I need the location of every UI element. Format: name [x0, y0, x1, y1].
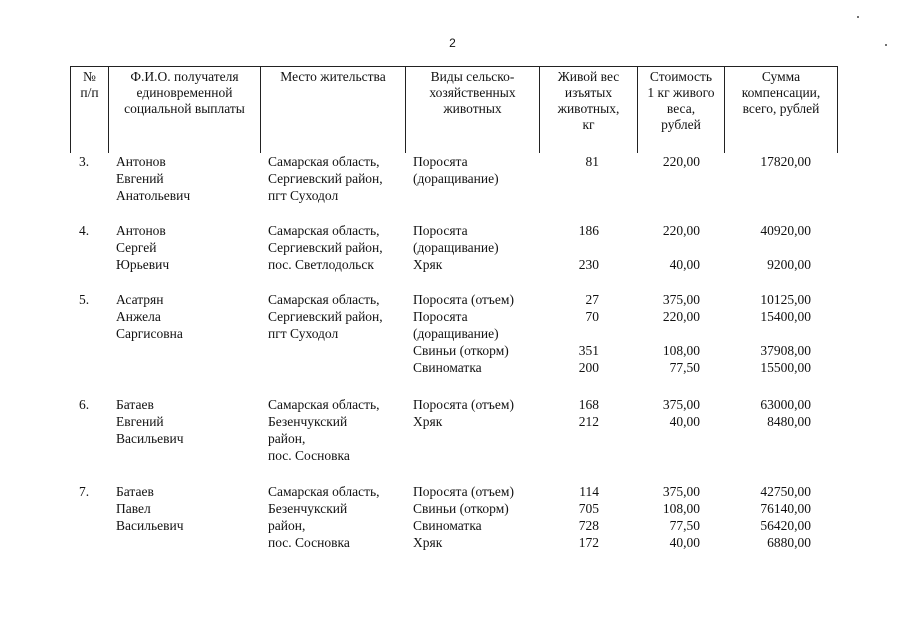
- animal-kind-line: (доращивание): [413, 326, 499, 341]
- residence-line: Самарская область,: [268, 292, 380, 307]
- price-per-kg: 220,00: [662, 223, 700, 238]
- compensation-sum: 37908,00: [760, 343, 811, 358]
- live-weight: 172: [578, 535, 599, 550]
- header-num-label: № п/п: [80, 69, 99, 100]
- compensation-sum: 10125,00: [760, 292, 811, 307]
- compensation-sum: 17820,00: [760, 154, 811, 169]
- price-per-kg: 40,00: [669, 414, 700, 429]
- compensation-sum: 76140,00: [760, 501, 811, 516]
- header-kind-label: Виды сельско-хозяйственных животных: [429, 69, 516, 116]
- recipient-name-line: Евгений: [116, 414, 164, 429]
- compensation-sum: 42750,00: [760, 484, 811, 499]
- live-weight: 351: [578, 343, 599, 358]
- price-per-kg: 375,00: [662, 484, 700, 499]
- recipient-name-line: Васильевич: [116, 518, 184, 533]
- residence-line: Безенчукский: [268, 501, 348, 516]
- residence-line: Самарская область,: [268, 223, 380, 238]
- residence-line: Самарская область,: [268, 154, 380, 169]
- compensation-sum: 40920,00: [760, 223, 811, 238]
- header-kind: [405, 67, 539, 153]
- residence-line: Сергиевский район,: [268, 309, 383, 324]
- price-per-kg: 375,00: [662, 397, 700, 412]
- price-per-kg: 108,00: [662, 343, 700, 358]
- animal-kind-line: Хряк: [413, 414, 443, 429]
- compensation-sum: 63000,00: [760, 397, 811, 412]
- header-name-label: Ф.И.О. получателя единовременной социальной выплаты: [124, 69, 245, 116]
- header-price-label: Стоимость 1 кг живого веса, рублей: [647, 69, 715, 132]
- price-per-kg: 77,50: [669, 360, 700, 375]
- header-weight: [539, 67, 637, 153]
- live-weight: 27: [585, 292, 599, 307]
- compensation-sum: 15400,00: [760, 309, 811, 324]
- animal-kind-line: Поросята: [413, 154, 468, 169]
- recipient-name-line: Евгений: [116, 171, 164, 186]
- animal-kind-line: Свиньи (откорм): [413, 343, 509, 358]
- residence-line: район,: [268, 518, 306, 533]
- residence-line: пос. Сосновка: [268, 448, 350, 463]
- scan-speck: [857, 16, 859, 18]
- price-per-kg: 375,00: [662, 292, 700, 307]
- header-place: [260, 67, 405, 153]
- live-weight: 70: [585, 309, 599, 324]
- animal-kind-line: Свиноматка: [413, 360, 482, 375]
- residence-line: Самарская область,: [268, 397, 380, 412]
- compensation-sum: 15500,00: [760, 360, 811, 375]
- recipient-name-line: Юрьевич: [116, 257, 170, 272]
- recipient-name-line: Павел: [116, 501, 151, 516]
- price-per-kg: 220,00: [662, 154, 700, 169]
- page-number: 2: [449, 36, 456, 50]
- recipient-name-line: Анатольевич: [116, 188, 191, 203]
- compensation-sum: 8480,00: [767, 414, 811, 429]
- residence-line: Сергиевский район,: [268, 240, 383, 255]
- animal-kind-line: Хряк: [413, 535, 443, 550]
- live-weight: 705: [578, 501, 599, 516]
- residence-line: пгт Суходол: [268, 326, 339, 341]
- animal-kind-line: Поросята (отъем): [413, 292, 514, 307]
- recipient-name-line: Батаев: [116, 484, 154, 499]
- live-weight: 168: [578, 397, 599, 412]
- scan-speck: [885, 44, 887, 46]
- residence-line: пос. Светлодольск: [268, 257, 374, 272]
- header-sum: [724, 67, 838, 153]
- header-sum-label: Сумма компенсации, всего, рублей: [741, 69, 821, 116]
- live-weight: 728: [578, 518, 599, 533]
- live-weight: 230: [578, 257, 599, 272]
- recipient-name-line: Асатрян: [116, 292, 164, 307]
- residence-line: Сергиевский район,: [268, 171, 383, 186]
- live-weight: 114: [579, 484, 599, 499]
- recipient-name-line: Васильевич: [116, 431, 184, 446]
- recipient-name-line: Анжела: [116, 309, 161, 324]
- recipient-name-line: Антонов: [116, 154, 166, 169]
- price-per-kg: 40,00: [669, 535, 700, 550]
- row-number: 5.: [79, 292, 90, 307]
- price-per-kg: 40,00: [669, 257, 700, 272]
- live-weight: 212: [578, 414, 599, 429]
- animal-kind-line: Хряк: [413, 257, 443, 272]
- animal-kind-line: (доращивание): [413, 240, 499, 255]
- price-per-kg: 77,50: [669, 518, 700, 533]
- residence-line: Безенчукский: [268, 414, 348, 429]
- animal-kind-line: Поросята: [413, 309, 468, 324]
- header-place-label: Место жительства: [280, 69, 386, 84]
- animal-kind-line: Поросята (отъем): [413, 397, 514, 412]
- header-name: [108, 67, 260, 153]
- recipient-name-line: Сергей: [116, 240, 157, 255]
- recipient-name-line: Антонов: [116, 223, 166, 238]
- live-weight: 81: [585, 154, 599, 169]
- compensation-sum: 9200,00: [767, 257, 811, 272]
- residence-line: пос. Сосновка: [268, 535, 350, 550]
- row-number: 4.: [79, 223, 90, 238]
- price-per-kg: 108,00: [662, 501, 700, 516]
- compensation-sum: 6880,00: [767, 535, 811, 550]
- animal-kind-line: Поросята (отъем): [413, 484, 514, 499]
- header-price: [637, 67, 724, 153]
- row-number: 6.: [79, 397, 90, 412]
- compensation-sum: 56420,00: [760, 518, 811, 533]
- header-weight-label: Живой вес изъятых животных, кг: [557, 69, 620, 132]
- recipient-name-line: Батаев: [116, 397, 154, 412]
- animal-kind-line: Свиноматка: [413, 518, 482, 533]
- header-num: [70, 67, 108, 153]
- row-number: 3.: [79, 154, 90, 169]
- recipient-name-line: Саргисовна: [116, 326, 183, 341]
- live-weight: 186: [578, 223, 599, 238]
- table-header: [70, 66, 838, 153]
- residence-line: пгт Суходол: [268, 188, 339, 203]
- residence-line: район,: [268, 431, 306, 446]
- animal-kind-line: Поросята: [413, 223, 468, 238]
- animal-kind-line: (доращивание): [413, 171, 499, 186]
- residence-line: Самарская область,: [268, 484, 380, 499]
- price-per-kg: 220,00: [662, 309, 700, 324]
- row-number: 7.: [79, 484, 90, 499]
- animal-kind-line: Свиньи (откорм): [413, 501, 509, 516]
- live-weight: 200: [578, 360, 599, 375]
